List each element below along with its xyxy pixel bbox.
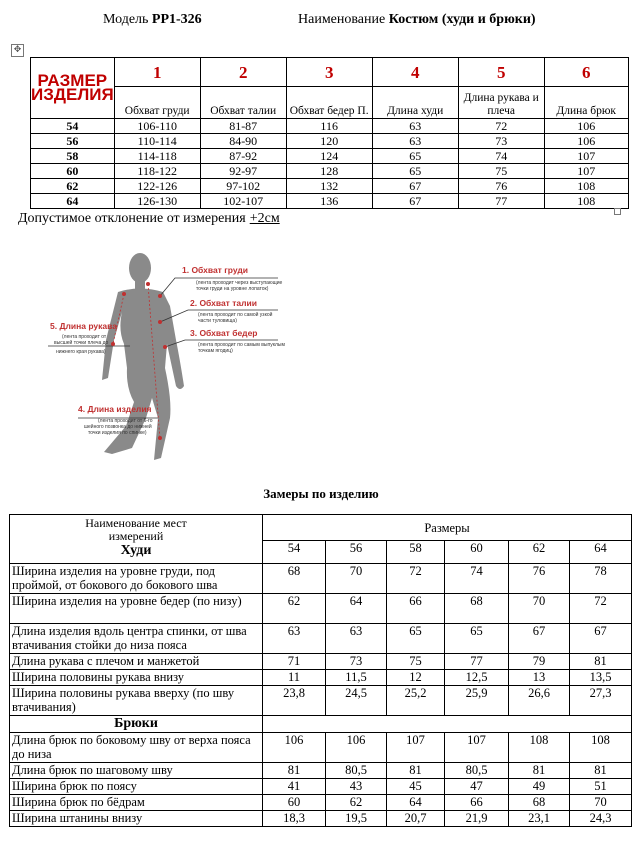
measurement-name: Ширина половины рукава вверху (по шву втачивания) (10, 686, 263, 716)
desc-chest: (лента проходит через выступающие (196, 280, 283, 286)
value-cell: 64 (326, 594, 387, 624)
value-cell: 11 (263, 670, 326, 686)
value-cell: 25,2 (387, 686, 445, 716)
value-cell: 74 (445, 564, 509, 594)
value-cell: 102-107 (200, 194, 286, 209)
size-chart-table (30, 57, 629, 209)
value-cell: 120 (286, 134, 372, 149)
value-cell: 74 (458, 149, 544, 164)
value-cell: 26,6 (509, 686, 570, 716)
table-row (31, 149, 629, 164)
value-cell: 70 (326, 564, 387, 594)
column-number: 6 (544, 58, 628, 87)
value-cell: 67 (570, 624, 632, 654)
value-cell: 23,8 (263, 686, 326, 716)
value-cell: 64 (387, 795, 445, 811)
value-cell: 122-126 (114, 179, 200, 194)
table-row (10, 564, 632, 594)
value-cell: 132 (286, 179, 372, 194)
value-cell: 47 (445, 779, 509, 795)
measurement-name: Ширина брюк по поясу (10, 779, 263, 795)
value-cell: 21,9 (445, 811, 509, 827)
value-cell: 87-92 (200, 149, 286, 164)
column-number: 4 (372, 58, 458, 87)
value-cell: 128 (286, 164, 372, 179)
value-cell: 67 (372, 194, 458, 209)
desc-waist: (лента проходит по самой узкой (198, 312, 273, 318)
size-header-cell: 64 (570, 541, 632, 564)
column-number: 3 (286, 58, 372, 87)
section-hoodie-title: Худи (120, 543, 152, 558)
section-spacer (263, 716, 632, 733)
model-line (103, 12, 202, 28)
value-cell: 72 (458, 119, 544, 134)
value-cell: 78 (570, 564, 632, 594)
value-cell: 65 (372, 149, 458, 164)
table-row (10, 654, 632, 670)
value-cell: 77 (445, 654, 509, 670)
size-cell: 56 (31, 134, 115, 149)
desc-waist: части туловища) (198, 318, 237, 324)
measurement-name: Длина брюк по боковому шву от верха пояса до низа (10, 733, 263, 763)
column-header: Длина брюк (544, 87, 628, 119)
table-row (31, 194, 629, 209)
size-header-cell: 62 (509, 541, 570, 564)
tolerance-note (18, 211, 280, 227)
size-column-header: РАЗМЕР ИЗДЕЛИЯ (31, 58, 115, 119)
value-cell: 107 (544, 164, 628, 179)
value-cell: 106 (326, 733, 387, 763)
value-cell: 67 (509, 624, 570, 654)
value-cell: 63 (372, 119, 458, 134)
column-number: 5 (458, 58, 544, 87)
measurement-name-header (10, 515, 263, 564)
table-row (10, 670, 632, 686)
value-cell: 136 (286, 194, 372, 209)
value-cell: 65 (445, 624, 509, 654)
value-cell: 79 (509, 654, 570, 670)
measurement-name: Ширина штанины внизу (10, 811, 263, 827)
table-row (31, 119, 629, 134)
column-header: Длина худи (372, 87, 458, 119)
table-row (10, 624, 632, 654)
value-cell: 13 (509, 670, 570, 686)
desc-sleeve: (лента проходит от (62, 334, 107, 340)
value-cell: 66 (387, 594, 445, 624)
product-name-value: Костюм (худи и брюки) (388, 12, 536, 27)
value-cell: 45 (387, 779, 445, 795)
desc-length: (лента проходит от 6-го (98, 418, 153, 424)
value-cell: 68 (509, 795, 570, 811)
desc-sleeve: высшей точки плеча до (54, 340, 109, 346)
column-number: 1 (114, 58, 200, 87)
table-resize-handle-icon[interactable] (614, 208, 621, 215)
value-cell: 20,7 (387, 811, 445, 827)
table-row (31, 179, 629, 194)
value-cell: 81 (387, 763, 445, 779)
value-cell: 81 (570, 654, 632, 670)
value-cell: 72 (570, 594, 632, 624)
value-cell: 110-114 (114, 134, 200, 149)
measurement-name: Длина брюк по шаговому шву (10, 763, 263, 779)
measurements-title: Замеры по изделию (263, 486, 379, 501)
garment-measurements-table (9, 514, 632, 827)
size-header-cell: 54 (263, 541, 326, 564)
column-header: Обхват бедер П. (286, 87, 372, 119)
table-row (31, 134, 629, 149)
desc-chest: точки груди на уровне лопаток) (196, 286, 269, 292)
value-cell: 106 (263, 733, 326, 763)
size-header-cell: 58 (387, 541, 445, 564)
measurement-name: Ширина брюк по бёдрам (10, 795, 263, 811)
value-cell: 107 (445, 733, 509, 763)
value-cell: 73 (458, 134, 544, 149)
desc-sleeve: нижнего края рукава) (56, 349, 106, 355)
value-cell: 97-102 (200, 179, 286, 194)
label-chest: 1. Обхват груди (182, 265, 248, 275)
table-row (10, 686, 632, 716)
value-cell: 66 (445, 795, 509, 811)
table-move-handle-icon[interactable]: ✥ (11, 44, 24, 57)
value-cell: 19,5 (326, 811, 387, 827)
value-cell: 70 (509, 594, 570, 624)
value-cell: 24,3 (570, 811, 632, 827)
value-cell: 106-110 (114, 119, 200, 134)
value-cell: 62 (326, 795, 387, 811)
measurement-name: Ширина половины рукава внизу (10, 670, 263, 686)
size-cell: 64 (31, 194, 115, 209)
value-cell: 43 (326, 779, 387, 795)
value-cell: 108 (544, 194, 628, 209)
value-cell: 124 (286, 149, 372, 164)
value-cell: 80,5 (445, 763, 509, 779)
value-cell: 73 (326, 654, 387, 670)
label-length: 4. Длина изделия (78, 404, 152, 414)
table-row (10, 779, 632, 795)
model-value: РР1-326 (151, 12, 202, 27)
value-cell: 18,3 (263, 811, 326, 827)
value-cell: 108 (544, 179, 628, 194)
desc-length: шейного позвонка до нижней (84, 424, 152, 430)
size-cell: 60 (31, 164, 115, 179)
table-row (31, 164, 629, 179)
measurement-name-header-text: Наименование мест измерений (85, 516, 187, 543)
value-cell: 81-87 (200, 119, 286, 134)
value-cell: 68 (263, 564, 326, 594)
value-cell: 81 (509, 763, 570, 779)
size-cell: 62 (31, 179, 115, 194)
value-cell: 23,1 (509, 811, 570, 827)
size-header-cell: 56 (326, 541, 387, 564)
value-cell: 11,5 (326, 670, 387, 686)
tolerance-value: +2см (249, 211, 280, 226)
column-header: Длина рукава и плеча (458, 87, 544, 119)
table-row (10, 594, 632, 624)
desc-length: точки изделия по спинке) (88, 430, 147, 436)
document-header (0, 10, 642, 32)
value-cell: 65 (372, 164, 458, 179)
tolerance-text: Допустимое отклонение от измерения (18, 211, 246, 226)
value-cell: 13,5 (570, 670, 632, 686)
value-cell: 49 (509, 779, 570, 795)
product-name-line (298, 12, 536, 28)
value-cell: 62 (263, 594, 326, 624)
label-waist: 2. Обхват талии (190, 298, 257, 308)
value-cell: 24,5 (326, 686, 387, 716)
value-cell: 68 (445, 594, 509, 624)
value-cell: 76 (458, 179, 544, 194)
value-cell: 114-118 (114, 149, 200, 164)
value-cell: 126-130 (114, 194, 200, 209)
value-cell: 80,5 (326, 763, 387, 779)
measurement-name: Ширина изделия на уровне бедер (по низу) (10, 594, 263, 624)
value-cell: 75 (458, 164, 544, 179)
value-cell: 92-97 (200, 164, 286, 179)
value-cell: 107 (387, 733, 445, 763)
table-row (10, 763, 632, 779)
value-cell: 108 (570, 733, 632, 763)
value-cell: 70 (570, 795, 632, 811)
column-number: 2 (200, 58, 286, 87)
size-cell: 58 (31, 149, 115, 164)
value-cell: 72 (387, 564, 445, 594)
value-cell: 63 (263, 624, 326, 654)
size-header-cell: 60 (445, 541, 509, 564)
table-row (10, 795, 632, 811)
measurement-figure (0, 240, 642, 470)
value-cell: 12 (387, 670, 445, 686)
value-cell: 84-90 (200, 134, 286, 149)
value-cell: 108 (509, 733, 570, 763)
model-label: Модель (103, 12, 149, 27)
measurement-name: Длина изделия вдоль центра спинки, от шва втачивания стойки до низа пояса (10, 624, 263, 654)
size-cell: 54 (31, 119, 115, 134)
value-cell: 67 (372, 179, 458, 194)
measurement-name: Ширина изделия на уровне груди, под проймой, от бокового до бокового шва (10, 564, 263, 594)
value-cell: 25,9 (445, 686, 509, 716)
column-header: Обхват талии (200, 87, 286, 119)
value-cell: 41 (263, 779, 326, 795)
value-cell: 81 (570, 763, 632, 779)
value-cell: 65 (387, 624, 445, 654)
value-cell: 107 (544, 149, 628, 164)
value-cell: 106 (544, 134, 628, 149)
value-cell: 63 (372, 134, 458, 149)
section-pants-title: Брюки (10, 716, 263, 733)
value-cell: 81 (263, 763, 326, 779)
value-cell: 118-122 (114, 164, 200, 179)
value-cell: 116 (286, 119, 372, 134)
value-cell: 27,3 (570, 686, 632, 716)
sizes-header: Размеры (263, 515, 632, 541)
value-cell: 77 (458, 194, 544, 209)
label-sleeve: 5. Длина рукава (50, 321, 117, 331)
product-name-label: Наименование (298, 12, 386, 27)
table-row (10, 733, 632, 763)
desc-hips: точкам ягодиц) (198, 348, 233, 354)
desc-hips: (лента проходит по самым выпуклым (198, 342, 285, 348)
value-cell: 75 (387, 654, 445, 670)
value-cell: 51 (570, 779, 632, 795)
column-header: Обхват груди (114, 87, 200, 119)
label-hips: 3. Обхват бедер (190, 328, 258, 338)
value-cell: 76 (509, 564, 570, 594)
value-cell: 63 (326, 624, 387, 654)
measurement-name: Длина рукава с плечом и манжетой (10, 654, 263, 670)
value-cell: 60 (263, 795, 326, 811)
value-cell: 106 (544, 119, 628, 134)
value-cell: 71 (263, 654, 326, 670)
value-cell: 12,5 (445, 670, 509, 686)
table-row (10, 811, 632, 827)
